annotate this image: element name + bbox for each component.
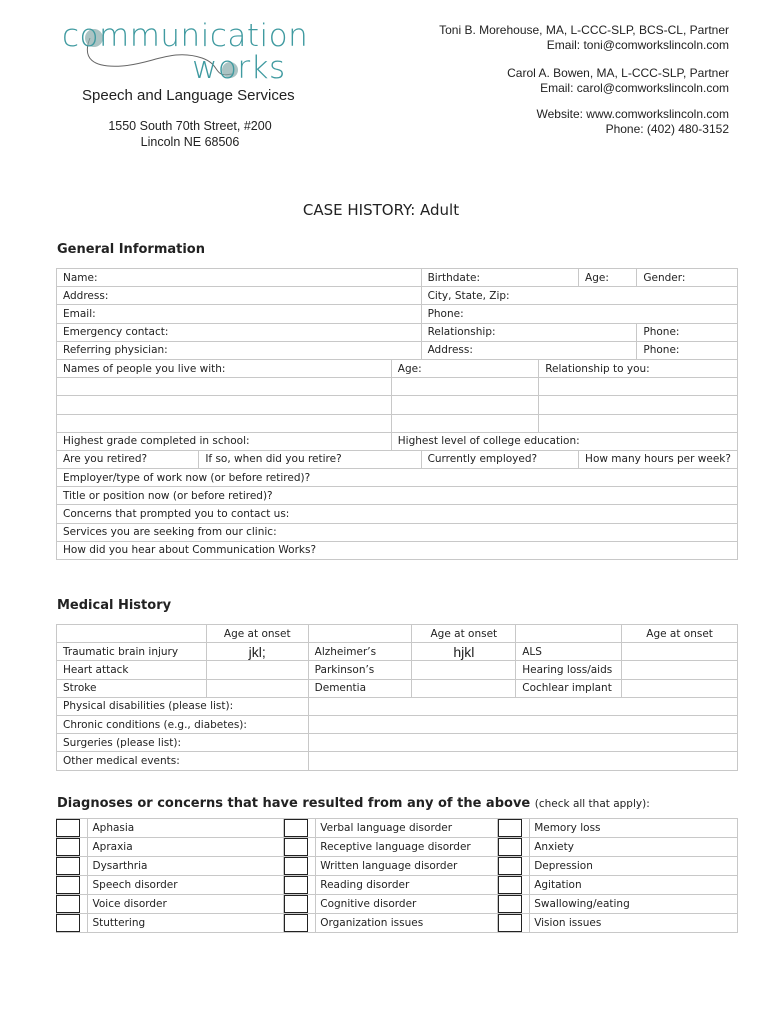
condition-label: Stroke: [57, 679, 207, 697]
diagnosis-checkbox[interactable]: [498, 838, 522, 856]
diagnosis-checkbox-cell: [498, 819, 530, 838]
live-with-blank[interactable]: [391, 414, 538, 432]
onset-field[interactable]: jkl;: [206, 643, 308, 661]
onset-field[interactable]: hjkl: [412, 643, 516, 661]
chronic-conditions-label: Chronic conditions (e.g., diabetes):: [57, 715, 309, 733]
employer-field[interactable]: Employer/type of work now (or before retired)?: [57, 469, 738, 487]
chronic-conditions-field[interactable]: [308, 715, 737, 733]
diagnosis-checkbox-cell: [284, 914, 316, 933]
onset-field[interactable]: [206, 679, 308, 697]
general-info-table: [56, 268, 738, 560]
title-position-field[interactable]: Title or position now (or before retired)?: [57, 487, 738, 505]
diagnosis-label: Aphasia: [88, 819, 284, 838]
diagnosis-label: Stuttering: [88, 914, 284, 933]
live-with-blank[interactable]: [57, 378, 392, 396]
diagnosis-label: Vision issues: [530, 914, 738, 933]
diagnosis-checkbox-cell: [56, 857, 88, 876]
diagnosis-checkbox-cell: [498, 914, 530, 933]
diagnoses-heading: [57, 796, 650, 811]
partner1-name: Toni B. Morehouse, MA, L-CCC-SLP, BCS-CL, Partner: [439, 23, 729, 37]
emergency-phone-field[interactable]: Phone:: [637, 323, 738, 341]
live-with-blank[interactable]: [539, 414, 738, 432]
live-with-blank[interactable]: [539, 378, 738, 396]
partner2-email: Email: carol@comworkslincoln.com: [540, 81, 729, 95]
age-field[interactable]: Age:: [579, 269, 637, 287]
live-with-blank[interactable]: [57, 396, 392, 414]
onset-field[interactable]: [412, 661, 516, 679]
diagnosis-checkbox[interactable]: [56, 819, 80, 837]
diagnosis-label: Depression: [530, 857, 738, 876]
diagnosis-checkbox[interactable]: [56, 895, 80, 913]
condition-label: Parkinson’s: [308, 661, 412, 679]
live-with-field[interactable]: Names of people you live with:: [57, 359, 392, 377]
diagnosis-label: Anxiety: [530, 838, 738, 857]
company-logo: [62, 18, 309, 86]
diagnosis-checkbox-cell: [56, 819, 88, 838]
condition-label: Traumatic brain injury: [57, 643, 207, 661]
diagnosis-checkbox-cell: [284, 876, 316, 895]
diagnoses-heading-text: Diagnoses or concerns that have resulted from any of the above: [57, 796, 531, 811]
concerns-field[interactable]: Concerns that prompted you to contact us:: [57, 505, 738, 523]
diagnosis-label: Written language disorder: [316, 857, 498, 876]
phone-field[interactable]: Phone:: [421, 305, 737, 323]
live-with-blank[interactable]: [57, 414, 392, 432]
physician-phone-field[interactable]: Phone:: [637, 341, 738, 359]
live-with-age-field[interactable]: Age:: [391, 359, 538, 377]
diagnosis-checkbox[interactable]: [498, 857, 522, 875]
currently-employed-field[interactable]: Currently employed?: [421, 450, 578, 468]
mh-header-blank: [308, 625, 412, 643]
city-field[interactable]: City, State, Zip:: [421, 287, 737, 305]
diagnoses-table: [56, 818, 738, 933]
emergency-contact-field[interactable]: Emergency contact:: [57, 323, 422, 341]
gender-field[interactable]: Gender:: [637, 269, 738, 287]
diagnosis-label: Verbal language disorder: [316, 819, 498, 838]
condition-label: Cochlear implant: [516, 679, 622, 697]
diagnosis-checkbox-cell: [498, 857, 530, 876]
logo-text-works: works: [192, 50, 286, 86]
diagnosis-checkbox-cell: [284, 895, 316, 914]
diagnosis-checkbox[interactable]: [498, 914, 522, 932]
live-with-blank[interactable]: [391, 378, 538, 396]
medical-history-table: [56, 624, 738, 771]
diagnosis-checkbox[interactable]: [56, 838, 80, 856]
diagnosis-label: Swallowing/eating: [530, 895, 738, 914]
live-with-blank[interactable]: [539, 396, 738, 414]
physical-disabilities-field[interactable]: [308, 697, 737, 715]
phone: Phone: (402) 480-3152: [605, 122, 729, 136]
diagnosis-label: Dysarthria: [88, 857, 284, 876]
diagnosis-checkbox[interactable]: [498, 895, 522, 913]
diagnosis-label: Memory loss: [530, 819, 738, 838]
diagnosis-checkbox-cell: [498, 876, 530, 895]
diagnosis-checkbox[interactable]: [498, 876, 522, 894]
diagnosis-checkbox-cell: [284, 819, 316, 838]
diagnosis-checkbox-cell: [498, 895, 530, 914]
diagnosis-checkbox[interactable]: [284, 876, 308, 894]
hours-per-week-field[interactable]: How many hours per week?: [579, 450, 738, 468]
diagnosis-checkbox[interactable]: [284, 914, 308, 932]
diagnosis-checkbox-cell: [56, 876, 88, 895]
when-retire-field[interactable]: If so, when did you retire?: [199, 450, 421, 468]
address-line2: Lincoln NE 68506: [140, 135, 240, 149]
age-onset-header: Age at onset: [206, 625, 308, 643]
diagnosis-checkbox-cell: [56, 895, 88, 914]
logo-text-communication: communication: [62, 18, 309, 54]
services-field[interactable]: Services you are seeking from our clinic:: [57, 523, 738, 541]
diagnosis-checkbox-cell: [498, 838, 530, 857]
highest-college-field[interactable]: Highest level of college education:: [391, 432, 737, 450]
physical-disabilities-label: Physical disabilities (please list):: [57, 697, 309, 715]
highest-grade-field[interactable]: Highest grade completed in school:: [57, 432, 392, 450]
diagnosis-checkbox-cell: [284, 838, 316, 857]
diagnosis-checkbox[interactable]: [56, 914, 80, 932]
condition-label: Dementia: [308, 679, 412, 697]
diagnosis-checkbox[interactable]: [56, 876, 80, 894]
diagnosis-checkbox[interactable]: [284, 838, 308, 856]
other-events-label: Other medical events:: [57, 752, 309, 770]
diagnosis-label: Apraxia: [88, 838, 284, 857]
surgeries-label: Surgeries (please list):: [57, 734, 309, 752]
partner2-name: Carol A. Bowen, MA, L-CCC-SLP, Partner: [507, 66, 729, 80]
surgeries-field[interactable]: [308, 734, 737, 752]
email-field[interactable]: Email:: [57, 305, 422, 323]
diagnosis-checkbox-cell: [56, 914, 88, 933]
onset-field[interactable]: [622, 661, 738, 679]
diagnosis-checkbox[interactable]: [284, 819, 308, 837]
diagnosis-label: Cognitive disorder: [316, 895, 498, 914]
name-field[interactable]: Name:: [57, 269, 422, 287]
hear-about-field[interactable]: How did you hear about Communication Works?: [57, 541, 738, 559]
physician-address-field[interactable]: Address:: [421, 341, 637, 359]
diagnosis-label: Receptive language disorder: [316, 838, 498, 857]
age-onset-header: Age at onset: [412, 625, 516, 643]
onset-field[interactable]: [206, 661, 308, 679]
partner1-email: Email: toni@comworkslincoln.com: [546, 38, 729, 52]
diagnosis-checkbox[interactable]: [284, 857, 308, 875]
diagnosis-label: Voice disorder: [88, 895, 284, 914]
onset-field[interactable]: [622, 643, 738, 661]
retired-field[interactable]: Are you retired?: [57, 450, 199, 468]
live-with-blank[interactable]: [391, 396, 538, 414]
mh-header-blank: [516, 625, 622, 643]
tagline: Speech and Language Services: [82, 87, 295, 104]
mh-header-blank: [57, 625, 207, 643]
website: Website: www.comworkslincoln.com: [536, 107, 729, 121]
address-field[interactable]: Address:: [57, 287, 422, 305]
age-onset-header: Age at onset: [622, 625, 738, 643]
diagnosis-checkbox-cell: [56, 838, 88, 857]
diagnosis-checkbox[interactable]: [56, 857, 80, 875]
diagnosis-checkbox-cell: [284, 857, 316, 876]
diagnosis-label: Agitation: [530, 876, 738, 895]
referring-physician-field[interactable]: Referring physician:: [57, 341, 422, 359]
condition-label: Hearing loss/aids: [516, 661, 622, 679]
live-with-relationship-field[interactable]: Relationship to you:: [539, 359, 738, 377]
condition-label: Alzheimer’s: [308, 643, 412, 661]
birthdate-field[interactable]: Birthdate:: [421, 269, 578, 287]
medical-history-heading: Medical History: [57, 598, 172, 613]
diagnosis-label: Organization issues: [316, 914, 498, 933]
other-events-field[interactable]: [308, 752, 737, 770]
onset-field[interactable]: [412, 679, 516, 697]
relationship-field[interactable]: Relationship:: [421, 323, 637, 341]
condition-label: Heart attack: [57, 661, 207, 679]
onset-field[interactable]: [622, 679, 738, 697]
diagnosis-label: Reading disorder: [316, 876, 498, 895]
diagnoses-subheading: (check all that apply):: [534, 798, 650, 810]
diagnosis-checkbox[interactable]: [284, 895, 308, 913]
general-info-heading: General Information: [57, 242, 205, 257]
address-line1: 1550 South 70th Street, #200: [108, 119, 272, 133]
page-title: CASE HISTORY: Adult: [302, 201, 460, 219]
diagnosis-checkbox[interactable]: [498, 819, 522, 837]
condition-label: ALS: [516, 643, 622, 661]
diagnosis-label: Speech disorder: [88, 876, 284, 895]
